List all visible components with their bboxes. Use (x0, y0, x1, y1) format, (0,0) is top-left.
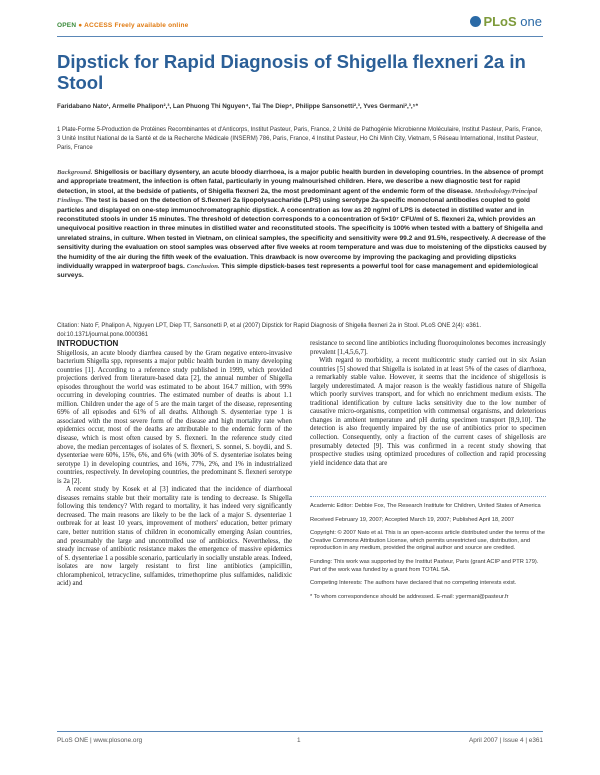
author-list: Faridabano Nato¹, Armelle Phalipon²,³, Lan Phuong Thi Nguyen⁴, Tai The Diep⁴, Philippe Sansonetti²,³, Yves Germani²,³,⁵* (57, 103, 419, 110)
copyright: Copyright: © 2007 Nato et al. This is an open-access article distributed under the terms of the Creative Commons Attribution License, which permits unrestricted use, distribution, and reproduction in any medium, provided the original author and source are credited. (310, 530, 545, 552)
article-metadata (310, 496, 546, 607)
body-column-left (57, 340, 292, 589)
abstract (57, 168, 547, 281)
abstract-methods: The test is based on the detection of S.flexneri 2a lipopolysaccharide (LPS) using serotype 2a-specific monoclonal antibodies coupled to gold particles and displayed on one-step immunochromatographic dipstick. A concentration as low as 20 ng/ml of LPS is detected in distilled water and in reconstituted stools in under 15 minutes. The threshold of detection corresponds to a concentration of 5×10⁷ CFU/ml of S. flexneri 2a, which provides an unequivocal positive reaction in three minutes in distilled water and reconstituted stools. The specificity is 100% when tested with a battery of Shigella and unrelated strains, in culture. When tested in Vietnam, on clinical samples, the specificity and sensitivity were 99.2 and 91.5%, respectively. A decrease of the sensitivity during the evaluation on stool samples was observed after five weeks at room temperature and was due to moistening of the dipsticks caused by the humidity of the air during the fifth week of the evaluation. This drawback is now overcome by improving the packaging and providing dipsticks individually wrapped in waterproof bags. (57, 197, 547, 271)
plos-logo-icon (470, 16, 481, 27)
abstract-methods-heading: Methodology/Principal Findings. (57, 187, 538, 205)
paragraph: Shigellosis, an acute bloody diarrhea caused by the Gram negative entero-invasive bacterium Shigella spp, represents a major public health burden in many developing countries [1]. According to a reference study published in 1999, which provided projections derived from literature-based data [2], the annual number of Shigella episodes throughout the world was estimated to be about 164.7 million, with 99% occurring in developing countries. The estimated number of deaths is about 1.1 million. Children under the age of 5 are the main target of the disease, representing 69% of all episodes and 61% of all deaths. Although S. dysenteriae type 1 is associated with the most severe form of the disease and high mortality rate when epidemics occur, most of the deaths are attributable to the endemic form of the disease, which is most often caused by S. flexneri. In the reference study cited above, the median percentages of isolates of S. flexneri, S. sonnei, S. boydii, and S. dysenteriae were 60%, 15%, 6%, and 6% (with 30% of S. dysenteriae isolates being serotype 1) in developing countries, and 16%, 77%, 2%, and 1% in industrialized countries, respectively. In developing countries, the predominant S. flexneri serotype is 2a [2]. (57, 349, 292, 485)
header-rule (57, 36, 543, 37)
introduction-heading: INTRODUCTION (57, 339, 119, 348)
plos-one-logo (470, 14, 542, 29)
correspondence: * To whom correspondence should be addressed. E-mail: ygermani@pasteur.fr (310, 593, 509, 600)
funding: Funding: This work was supported by the Institut Pasteur, Paris (grant ACIP and PTR 179). Part of the work was funded by a grant from TOTAL SA. (310, 558, 539, 573)
paragraph: With regard to morbidity, a recent multicentric study carried out in six Asian countries [5] showed that Shigella is isolated in at least 5% of the cases of diarrhoea, a remarkably stable value. However, it seems that the incidence of shigellosis is largely underestimated. A major reason is the weakly fastidious nature of Shigella which poorly survives transport, and for which no enrichment medium exists. The traditional identification by culture lacks sensitivity due to the low number of causative micro-organisms, competition with commensal organisms, and deleterious changes in ambient temperature and pH during specimen transport [8,9,10]. The detection is also frequently impaired by the use of antibiotics prior to specimen collection. Consequently, only a fraction of the current cases of shigellosis are presumably detected [9]. This was confirmed in a recent study showing that prospective studies using optimized procedures of collection and rapid processing yield incidence data that are (310, 357, 546, 467)
open-access-banner (57, 22, 188, 29)
abstract-background: Shigellosis or bacillary dysentery, an acute bloody diarrhoea, is a major public health burden in developing countries. In the absence of prompt and appropriate treatment, the infection is often fatal, particularly in young malnourished children. Here, we describe a new diagnostic test for rapid detection, in stool, at the bedside of patients, of Shigella flexneri 2a, the most predominant agent of the endemic form of the disease. (57, 169, 544, 195)
footer-journal: PLoS ONE | www.plosone.org (57, 737, 143, 744)
paragraph: resistance to second line antibiotics including fluoroquinolones becomes increasingly prevalent [1,4,5,6,7]. (310, 340, 546, 356)
citation: Citation: Nato F, Phalipon A, Nguyen LPT, Diep TT, Sansonetti P, et al (2007) Dipstick for Rapid Diagnosis of Shigella flexneri 2a in Stool. PLoS ONE 2(4): e361. doi:10.1371/journal.pone.0000361 (57, 323, 482, 338)
abstract-conclusion-heading: Conclusion. (186, 263, 220, 271)
logo-plos-text: PLoS (483, 14, 517, 29)
access-label: ACCESS (84, 22, 113, 29)
paragraph: A recent study by Kosek et al [3] indicated that the incidence of diarrhoeal diseases remains stable but their mortality rate is tending to decrease. Is Shigella following this tendency? With regard to mortality, it has indeed very significantly decreased. The main reasons are likely to be the lack of a major S. dysenteriae 1 outbreak for at least 10 years, improvement of mothers' education, better primary care, better nutrition status of children in economically emerging Asian countries, and presumably the large and uncontrolled use of antibiotics. Nevertheless, the steady increase of antibiotic resistance makes the emergence of massive epidemics of S. dysenteriae 1 a possible scenario, particularly in socially unstable areas. Indeed, isolates are now largely resistant to first line antibiotics (ampicillin, chloramphenicol, tetracycline, sulfamides, trimethoprime plus sulfamides, nalidixic acid) and (57, 486, 292, 588)
open-label: OPEN (57, 22, 77, 29)
abstract-background-heading: Background. (57, 169, 93, 176)
logo-one-text: one (520, 14, 542, 29)
competing-interests: Competing Interests: The authors have declared that no competing interests exist. (310, 580, 517, 587)
dates: Received February 19, 2007; Accepted March 19, 2007; Published April 18, 2007 (310, 516, 514, 523)
open-access-icon: ● (78, 22, 83, 29)
affiliations: 1 Plate-Forme 5-Production de Protéines Recombinantes et d'Anticorps, Institut Pasteur, Paris, France, 2 Unité de Pathogénie Microbienne Moléculaire, Institut Pasteur, Paris, France, 3 Unité Institut National de la Santé et de la Recherche Médicale (INSERM) 786, Paris, France, 4 Institut Pasteur, Ho Chi Minh City, Vietnam, 5 Réseau International, Institut Pasteur, Paris, France (57, 127, 543, 151)
footer-issue: April 2007 | Issue 4 | e361 (468, 737, 543, 744)
footer-page-number: 1 (297, 737, 301, 744)
body-column-right (310, 340, 546, 468)
academic-editor: Academic Editor: Debbie Fox, The Research Institute for Children, United States of America (310, 503, 541, 509)
article-title: Dipstick for Rapid Diagnosis of Shigella flexneri 2a in Stool (57, 51, 526, 93)
footer-rule (57, 731, 543, 732)
freely-available-label: Freely available online (114, 22, 189, 29)
abstract-conclusion: This simple dipstick-bases test represents a powerful tool for case management and epidemiological surveys. (57, 263, 538, 280)
